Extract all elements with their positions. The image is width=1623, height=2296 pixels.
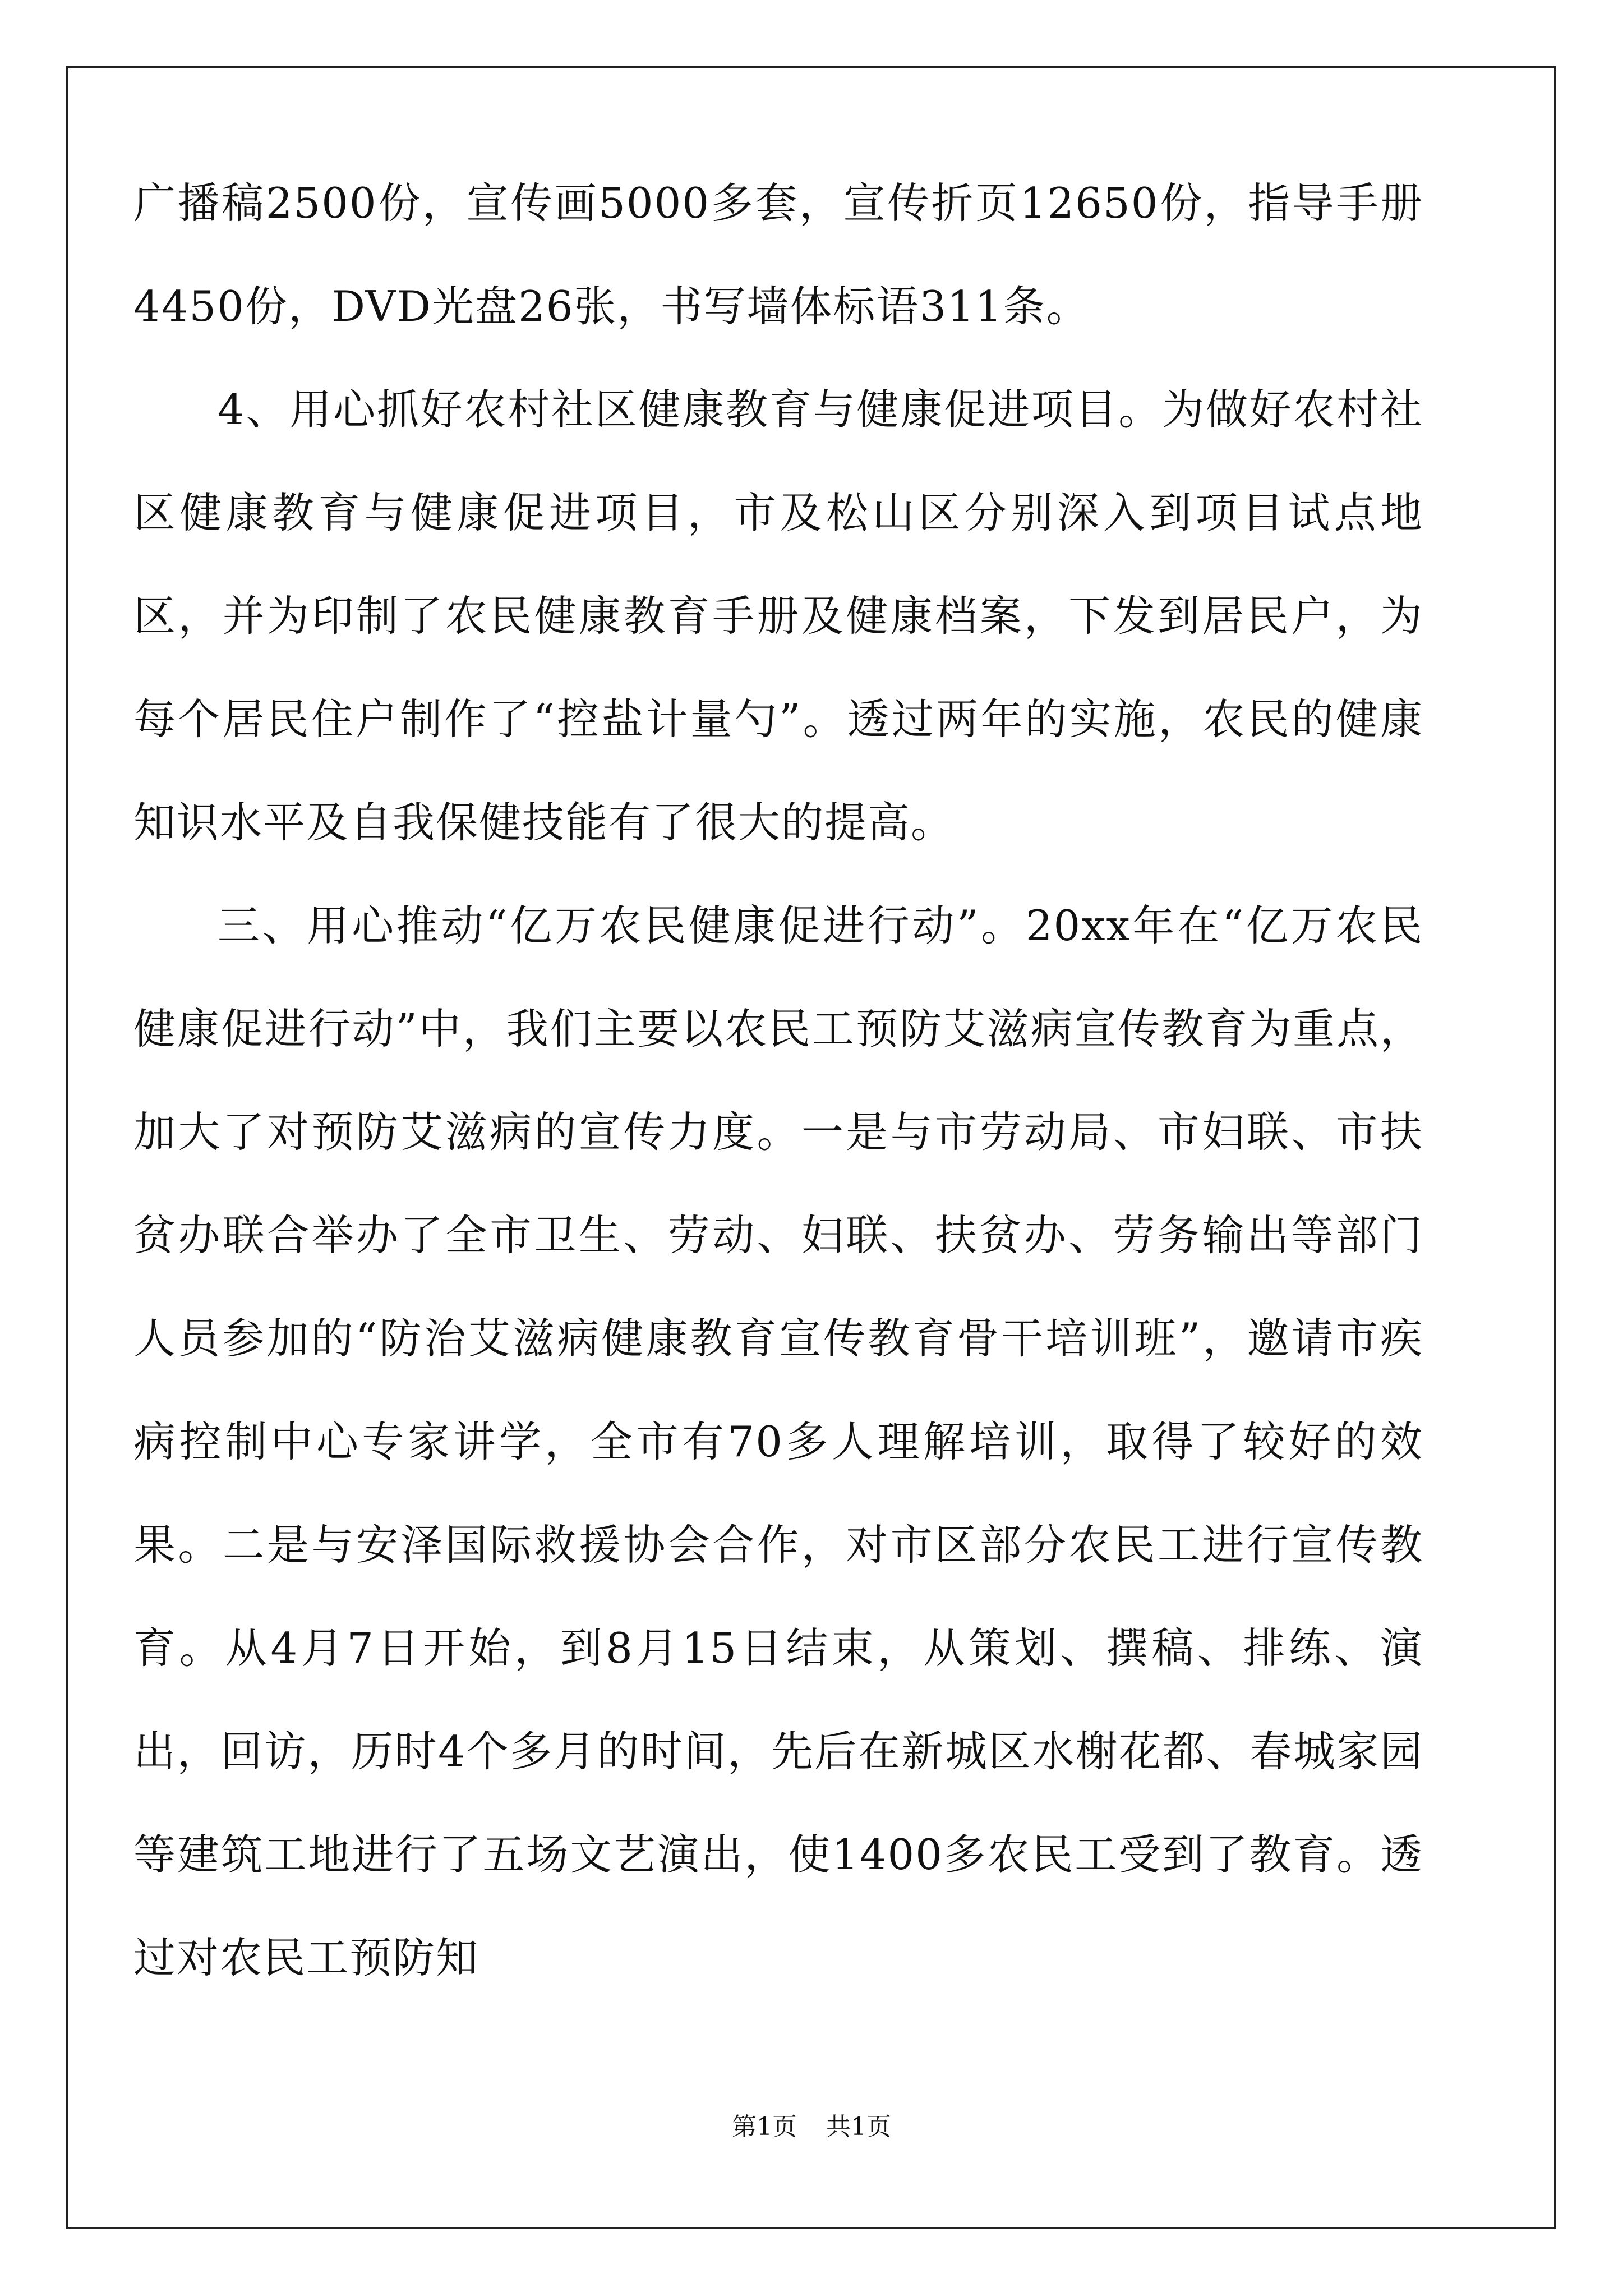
paragraph-2: 4、用心抓好农村社区健康教育与健康促进项目。为做好农村社区健康教育与健康促进项目，市及松山区分别深入到项目试点地区，并为印制了农民健康教育手册及健康档案，下发到居民户，为每个居民住户制作了“控盐计量勺”。透过两年的实施，农民的健康知识水平及自我保健技能有了很大的提高。 (133, 385, 1423, 847)
page-total: 共1页 (826, 2113, 891, 2141)
paragraph-3: 三、用心推动“亿万农民健康促进行动”。20xx年在“亿万农民健康促进行动”中，我们主要以农民工预防艾滋病宣传教育为重点，加大了对预防艾滋病的宣传力度。一是与市劳动局、市妇联、市扶贫办联合举办了全市卫生、劳动、妇联、扶贫办、劳务输出等部门人员参加的“防治艾滋病健康教育宣传教育骨干培训班”，邀请市疾病控制中心专家讲学，全市有70多人理解培训，取得了较好的效果。二是与安泽国际救援协会合作，对市区部分农民工进行宣传教育。从4月7日开始，到8月15日结束，从策划、撰稿、排练、演出，回访，历时4个多月的时间，先后在新城区水榭花都、春城家园等建筑工地进行了五场文艺演出，使1400多农民工受到了教育。透过对农民工预防知 (133, 901, 1423, 1982)
paragraph-1: 广播稿2500份，宣传画5000多套，宣传折页12650份，指导手册4450份，DVD光盘26张，书写墙体标语311条。 (133, 178, 1423, 331)
document-body (133, 151, 1423, 2009)
page-footer (0, 2110, 1623, 2144)
page-number: 第1页 (732, 2113, 797, 2141)
